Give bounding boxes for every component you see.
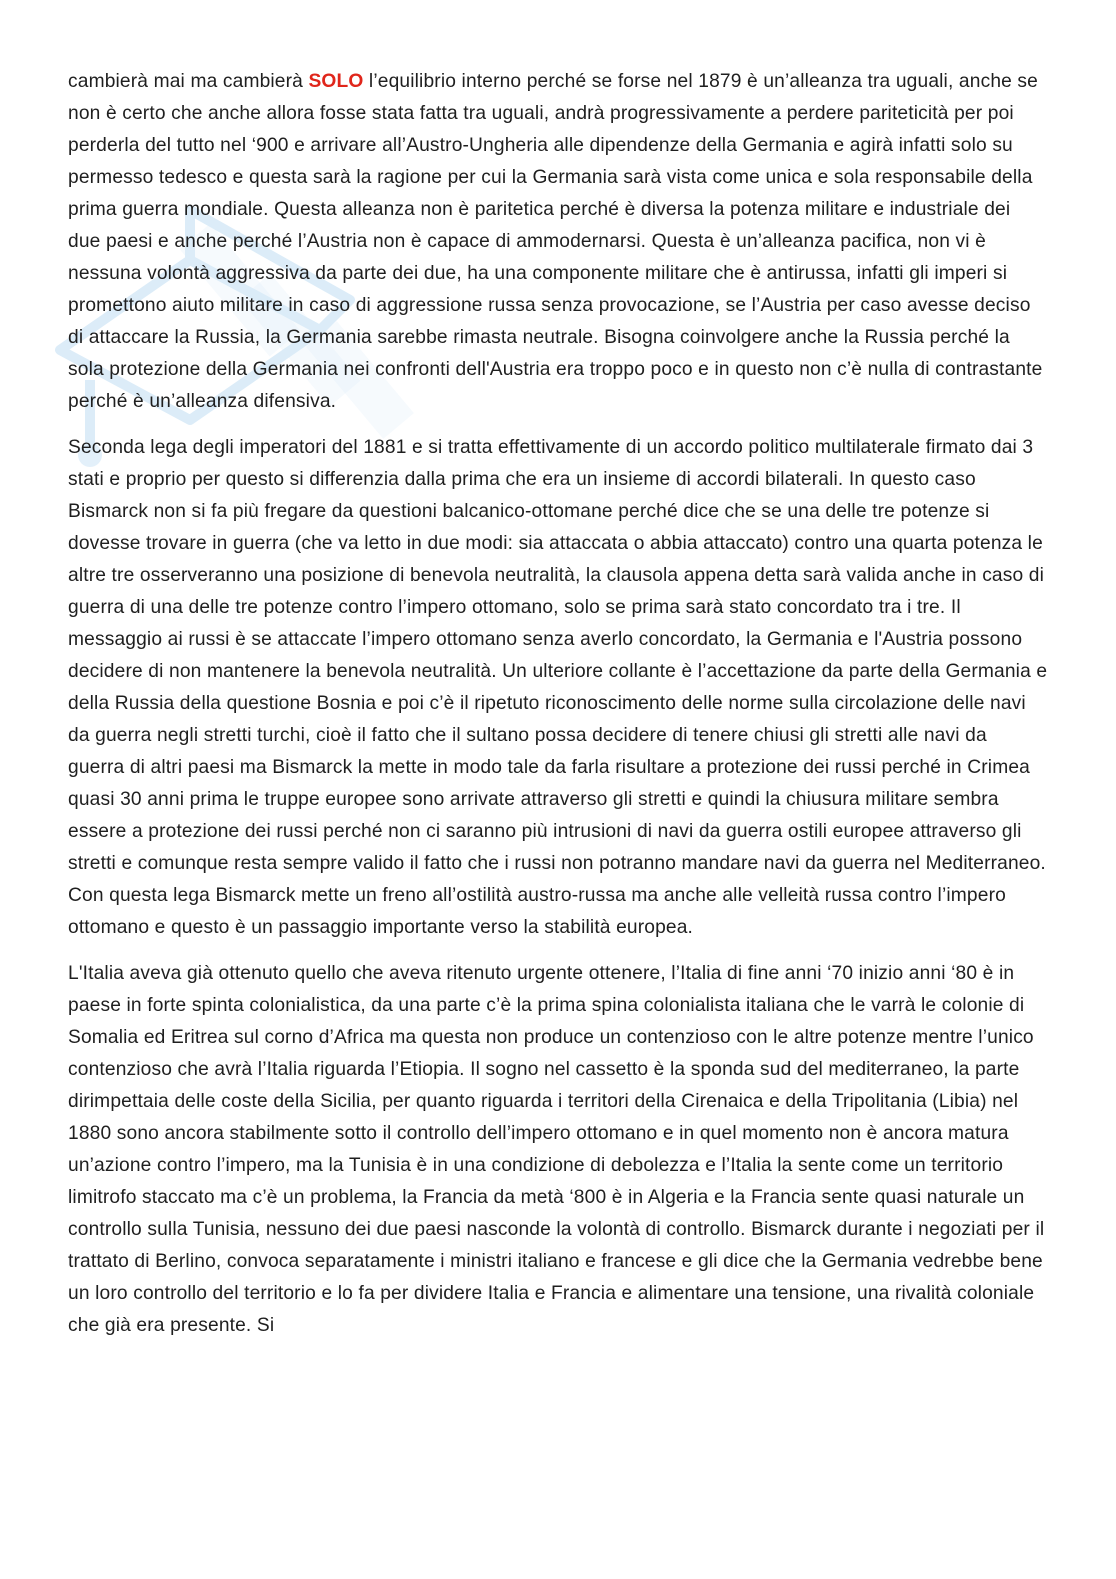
highlight-solo: SOLO [308, 71, 364, 92]
document-body [68, 66, 1048, 1356]
paragraph-1-text-before: cambierà mai ma cambierà [68, 71, 309, 92]
paragraph-3: L'Italia aveva già ottenuto quello che aveva ritenuto urgente ottenere, l’Italia di fine anni ‘70 inizio anni ‘80 è in paese in forte spinta colonialistica, da una parte c’è la prima spina colonialista italiana che le varrà le colonie di Somalia ed Eritrea sul corno d’Africa ma questa non produce un contenzioso con le altre potenze mentre l’unico contenzioso che avrà l’Italia riguarda l’Etiopia. Il sogno nel cassetto è la sponda sud del mediterraneo, la parte dirimpettaia delle coste della Sicilia, per quanto riguarda i territori della Cirenaica e della Tripolitania (Libia) nel 1880 sono ancora stabilmente sotto il controllo dell’impero ottomano e in quel momento non è ancora matura un’azione contro l’impero, ma la Tunisia è in una condizione di debolezza e l’Italia la sente come un territorio limitrofo staccato ma c’è un problema, la Francia da metà ‘800 è in Algeria e la Francia sente quasi naturale un controllo sulla Tunisia, nessuno dei due paesi nasconde la volontà di controllo. Bismarck durante i negoziati per il trattato di Berlino, convoca separatamente i ministri italiano e francese e gli dice che la Germania vedrebbe bene un loro controllo del territorio e lo fa per dividere Italia e Francia e alimentare una tensione, una rivalità coloniale che già era presente. Si [68, 963, 1045, 1336]
paragraph-2: Seconda lega degli imperatori del 1881 e si tratta effettivamente di un accordo politico multilaterale firmato dai 3 stati e proprio per questo si differenzia dalla prima che era un insieme di accordi bilaterali. In questo caso Bismarck non si fa più fregare da questioni balcanico-ottomane perché dice che se una delle tre potenze si dovesse trovare in guerra (che va letto in due modi: sia attaccata o abbia attaccato) contro una quarta potenza le altre tre osserveranno una posizione di benevola neutralità, la clausola appena detta sarà valida anche in caso di guerra di una delle tre potenze contro l’impero ottomano, solo se prima sarà stato concordato tra i tre. Il messaggio ai russi è se attaccate l’impero ottomano senza averlo concordato, la Germania e l'Austria possono decidere di non mantenere la benevola neutralità. Un ulteriore collante è l’accettazione da parte della Germania e della Russia della questione Bosnia e poi c’è il ripetuto riconoscimento delle norme sulla circolazione delle navi da guerra negli stretti turchi, cioè il fatto che il sultano possa decidere di tenere chiusi gli stretti alle navi da guerra di altri paesi ma Bismarck la mette in modo tale da farla risultare a protezione dei russi perché in Crimea quasi 30 anni prima le truppe europee sono arrivate attraverso gli stretti e quindi la chiusura militare sembra essere a protezione dei russi perché non ci saranno più intrusioni di navi da guerra ostili europee attraverso gli stretti e comunque resta sempre valido il fatto che i russi non potranno mandare navi da guerra nel Mediterraneo. Con questa lega Bismarck mette un freno all’ostilità austro-russa ma anche alle velleità russa contro l’impero ottomano e questo è un passaggio importante verso la stabilità europea. [68, 437, 1048, 938]
paragraph-1-text-after: l’equilibrio interno perché se forse nel 1879 è un’alleanza tra uguali, anche se non è certo che anche allora fosse stata fatta tra uguali, andrà progressivamente a perdere pariteticità per poi perderla del tutto nel ‘900 e arrivare all’Austro-Ungheria alle dipendenze della Germania e agirà infatti solo su permesso tedesco e questa sarà la ragione per cui la Germania sarà vista come unica e sola responsabile della prima guerra mondiale. Questa alleanza non è paritetica perché è diversa la potenza militare e industriale dei due paesi e anche perché l’Austria non è capace di ammodernarsi. Questa è un’alleanza pacifica, non vi è nessuna volontà aggressiva da parte dei due, ha una componente militare che è antirussa, infatti gli imperi si promettono aiuto militare in caso di aggressione russa senza provocazione, se l’Austria per caso avesse deciso di attaccare la Russia, la Germania sarebbe rimasta neutrale. Bisogna coinvolgere anche la Russia perché la sola protezione della Germania nei confronti dell'Austria era troppo poco e in questo non c’è nulla di contrastante perché è un’alleanza difensiva. [68, 71, 1043, 412]
paragraph-1 [68, 66, 1048, 418]
